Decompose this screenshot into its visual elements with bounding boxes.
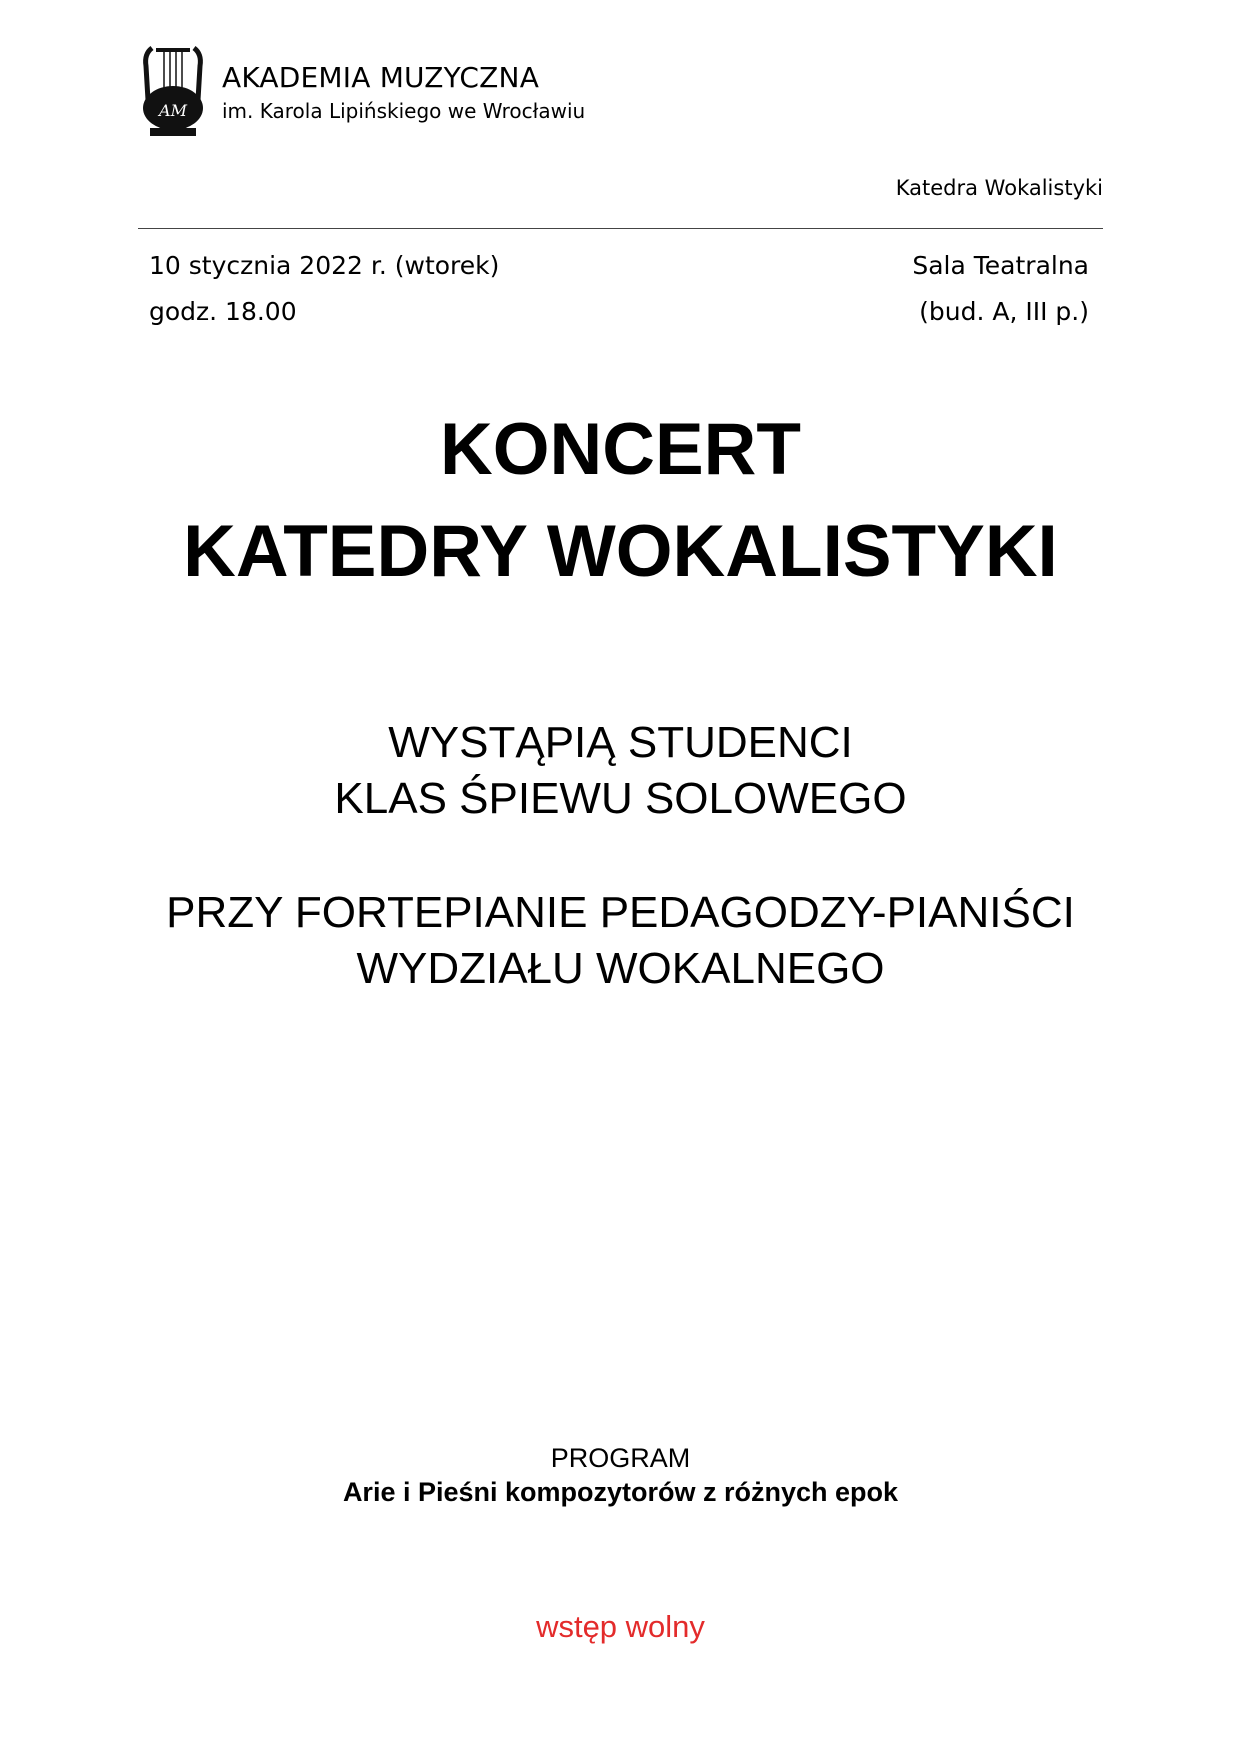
lyre-icon bbox=[138, 46, 208, 138]
program-label: PROGRAM bbox=[550, 1443, 691, 1473]
page-title-line1: KONCERT bbox=[440, 409, 801, 490]
pianists-line1: PRZY FORTEPIANIE PEDAGODZY-PIANIŚCI bbox=[166, 888, 1075, 937]
event-date: 10 stycznia 2022 r. (wtorek) bbox=[149, 251, 500, 280]
page-title-line2: KATEDRY WOKALISTYKI bbox=[183, 511, 1058, 592]
department-label: Katedra Wokalistyki bbox=[895, 176, 1103, 200]
header-divider bbox=[138, 228, 1103, 229]
svg-text:AM: AM bbox=[159, 101, 187, 120]
free-entry-note: wstęp wolny bbox=[536, 1609, 705, 1644]
program-description: Arie i Pieśni kompozytorów z różnych epok bbox=[342, 1477, 899, 1507]
org-subtitle: im. Karola Lipińskiego we Wrocławiu bbox=[222, 99, 586, 123]
event-venue: Sala Teatralna bbox=[912, 251, 1089, 280]
performers-line1: WYSTĄPIĄ STUDENCI bbox=[388, 718, 853, 767]
pianists-line2: WYDZIAŁU WOKALNEGO bbox=[356, 944, 885, 993]
performers-line2: KLAS ŚPIEWU SOLOWEGO bbox=[334, 774, 907, 823]
event-time: godz. 18.00 bbox=[149, 297, 297, 326]
event-venue-detail: (bud. A, III p.) bbox=[919, 297, 1089, 326]
org-name: AKADEMIA MUZYCZNA bbox=[222, 61, 540, 94]
